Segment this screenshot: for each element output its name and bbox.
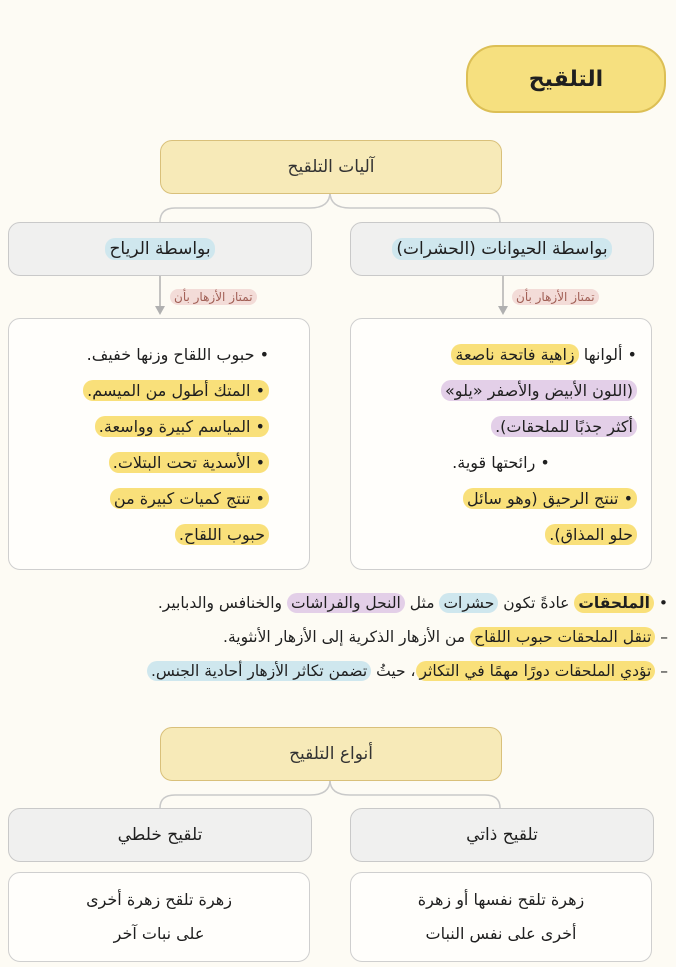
- types-header: [160, 727, 502, 781]
- animals-line-1: [365, 337, 637, 373]
- wind-details-box: [8, 318, 310, 570]
- animals-line-2: [365, 373, 637, 409]
- wind-line-6: [23, 517, 269, 553]
- wind-l6: حبوب اللقاح.: [175, 524, 269, 545]
- cross-l2: على نبات آخر: [113, 924, 205, 943]
- pollinators-line-3: [0, 654, 668, 688]
- pollinators-l2c: من الأزهار الذكرية إلى الأزهار الأنثوية.: [223, 628, 471, 646]
- wind-pollination-label: بواسطة الرياح: [105, 238, 214, 260]
- self-l2: أخرى على نفس النبات: [425, 924, 577, 943]
- wind-l3: • المياسم كبيرة وواسعة.: [95, 416, 269, 437]
- self-l1: زهرة تلقح نفسها أو زهرة: [417, 890, 585, 909]
- wind-line-2: [23, 373, 269, 409]
- animals-pollination-label: بواسطة الحيوانات (الحشرات): [392, 238, 611, 260]
- pollinators-l2b: تنقل الملحقات حبوب اللقاح: [470, 627, 655, 647]
- bullet: •: [622, 345, 637, 364]
- self-details-box: [350, 872, 652, 962]
- pollinators-insects: حشرات: [439, 593, 498, 613]
- pollinators-l1e: مثل: [404, 594, 440, 612]
- animals-l1a: ألوانها: [578, 345, 623, 364]
- dash: –: [655, 662, 668, 680]
- animals-note-text: تمتاز الأزهار بأن: [512, 289, 599, 305]
- mechanisms-header-text: آليات التلقيح: [287, 157, 375, 177]
- cross-line-2: [9, 917, 309, 951]
- animals-line-4: [365, 445, 637, 481]
- animals-line-5: [365, 481, 637, 517]
- pollinators-l3c: ، حيثُ: [371, 662, 416, 680]
- pollinators-line-2: [0, 620, 668, 654]
- animals-l5: • تنتج الرحيق (وهو سائل: [463, 488, 637, 509]
- pollinators-line-1: [0, 586, 668, 620]
- wind-l4: • الأسدية تحت البتلات.: [109, 452, 269, 473]
- animals-l6: حلو المذاق).: [545, 524, 637, 545]
- animals-note: [512, 290, 599, 304]
- animals-l2: (اللون الأبيض والأصفر «يلو»: [441, 380, 637, 401]
- pollinators-section: [0, 586, 668, 688]
- animals-l3: أكثر جذبًا للملحقات).: [491, 416, 637, 437]
- wind-l5: • تنتج كميات كبيرة من: [110, 488, 269, 509]
- animals-line-6: [365, 517, 637, 553]
- pollinators-bees: النحل والفراشات: [287, 593, 405, 613]
- cross-details-box: [8, 872, 310, 962]
- pollinators-l1c: عادةً تكون: [498, 594, 575, 612]
- wind-line-4: [23, 445, 269, 481]
- mechanisms-header: [160, 140, 502, 194]
- wind-note: [170, 290, 257, 304]
- wind-l2: • المتك أطول من الميسم.: [83, 380, 269, 401]
- animals-l1b: زاهية فاتحة ناصعة: [451, 344, 578, 365]
- animals-l4: • رائحتها قوية.: [452, 453, 550, 472]
- page-title-text: التلقيح: [528, 66, 604, 92]
- wind-l1: • حبوب اللقاح وزنها خفيف.: [86, 345, 269, 364]
- types-header-text: أنواع التلقيح: [289, 744, 373, 764]
- animals-pollination-box: [350, 222, 654, 276]
- cross-line-1: [9, 883, 309, 917]
- wind-line-3: [23, 409, 269, 445]
- pollinators-l1g: والخنافس والدبابير.: [157, 594, 287, 612]
- wind-note-text: تمتاز الأزهار بأن: [170, 289, 257, 305]
- self-line-2: [351, 917, 651, 951]
- cross-pollination-box: [8, 808, 312, 862]
- pollinators-term: الملحقات: [574, 593, 654, 613]
- wind-line-5: [23, 481, 269, 517]
- animals-line-3: [365, 409, 637, 445]
- dash: –: [655, 628, 668, 646]
- bullet: •: [653, 594, 668, 612]
- self-pollination-box: [350, 808, 654, 862]
- cross-pollination-label: تلقيح خلطي: [117, 825, 203, 845]
- page-title: [466, 45, 666, 113]
- wind-line-1: [23, 337, 269, 373]
- animals-details-box: [350, 318, 652, 570]
- self-line-1: [351, 883, 651, 917]
- pollinators-l3b: تؤدي الملحقات دورًا مهمًا في التكاثر: [416, 661, 656, 681]
- self-pollination-label: تلقيح ذاتي: [466, 825, 538, 845]
- wind-pollination-box: [8, 222, 312, 276]
- pollinators-l3d: تضمن تكاثر الأزهار أحادية الجنس.: [147, 661, 371, 681]
- cross-l1: زهرة تلقح زهرة أخرى: [86, 890, 232, 909]
